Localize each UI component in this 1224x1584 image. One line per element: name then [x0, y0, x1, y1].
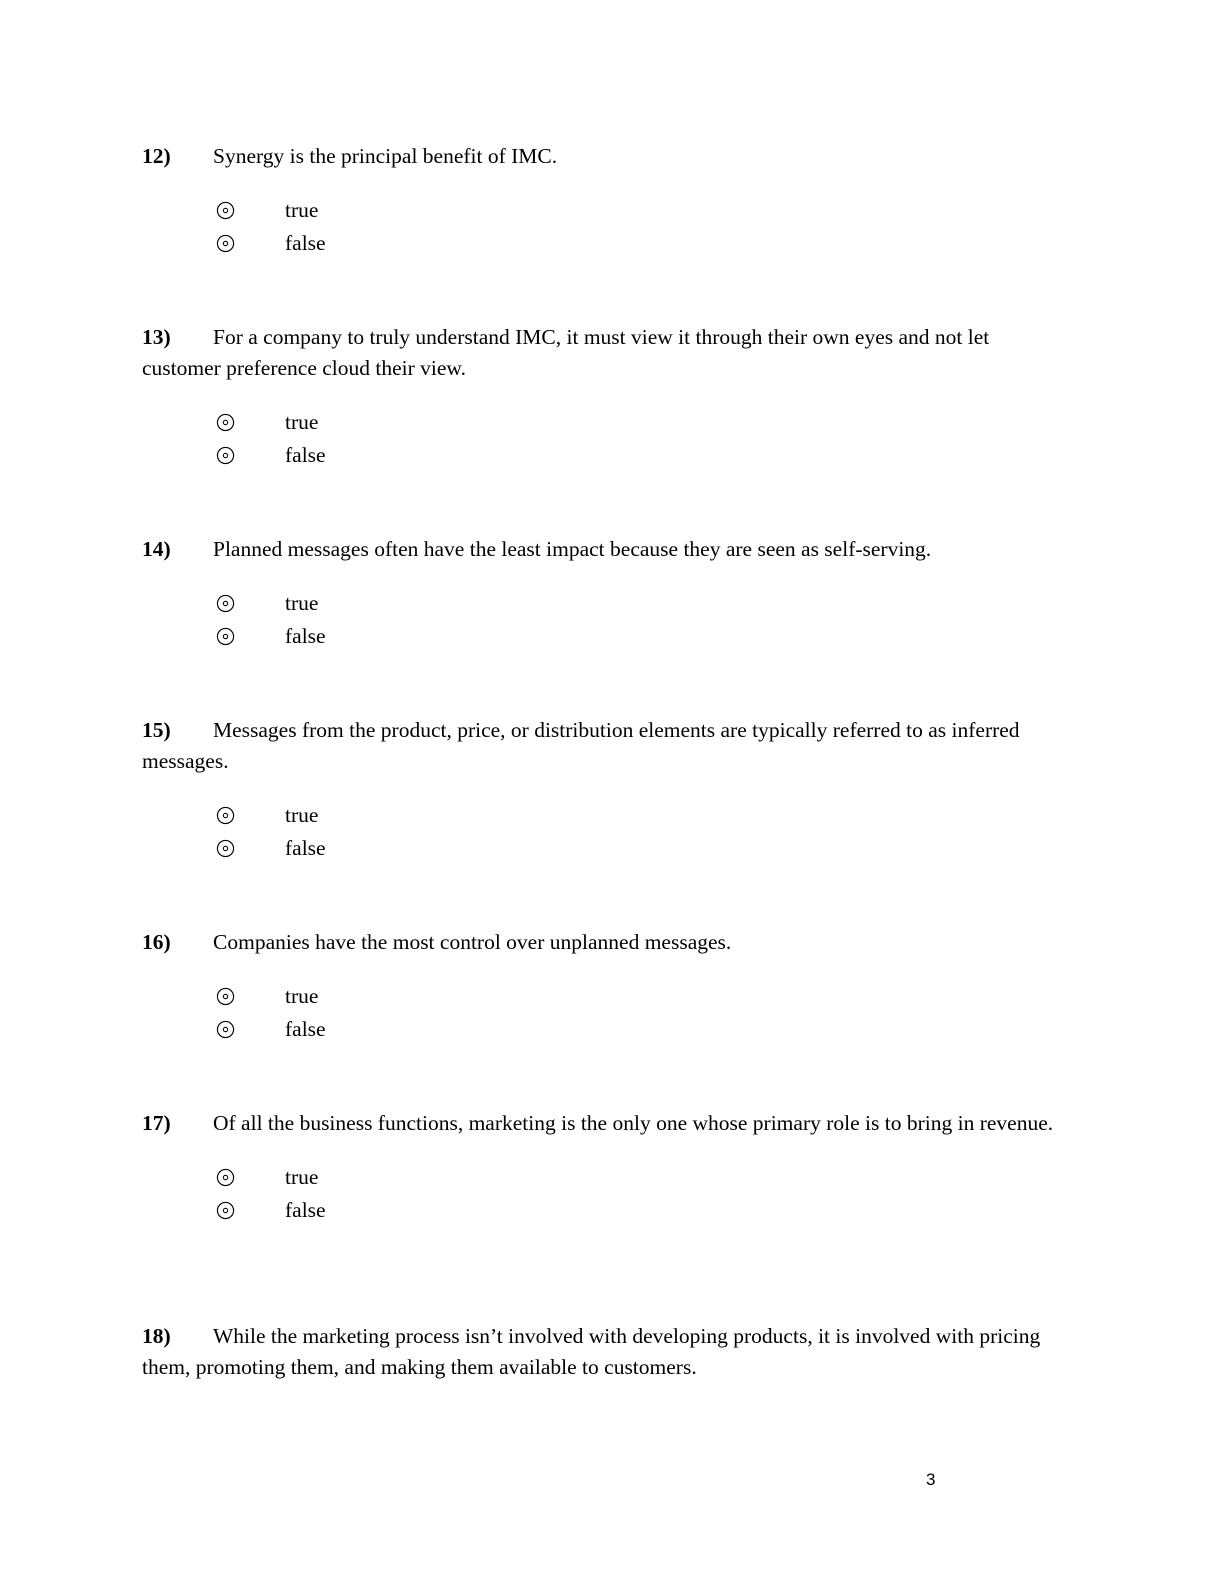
question-15: [142, 715, 1062, 865]
question-prompt: Companies have the most control over unplanned messages.: [213, 930, 732, 954]
option-false[interactable]: [216, 620, 1062, 653]
option-label: true: [285, 803, 319, 827]
question-text: [142, 1108, 1062, 1139]
question-number: 12): [142, 144, 171, 168]
option-label: true: [285, 410, 319, 434]
question-number: 15): [142, 718, 171, 742]
answer-options: [216, 587, 1062, 653]
radio-button-icon[interactable]: [216, 594, 235, 613]
question-number: 13): [142, 325, 171, 349]
question-17: [142, 1108, 1062, 1227]
radio-button-icon[interactable]: [216, 1020, 235, 1039]
radio-button-icon[interactable]: [216, 839, 235, 858]
option-true[interactable]: [216, 587, 1062, 620]
option-false[interactable]: [216, 1194, 1062, 1227]
option-true[interactable]: [216, 980, 1062, 1013]
option-label: false: [285, 231, 326, 255]
option-label: false: [285, 836, 326, 860]
question-18: [142, 1321, 1062, 1383]
question-prompt: Synergy is the principal benefit of IMC.: [213, 144, 558, 168]
question-number: 16): [142, 930, 171, 954]
question-text: [142, 322, 1062, 384]
question-prompt: While the marketing process isn’t involved with developing products, it is involved with pricing them, promoting them, and making them available to customers.: [142, 1324, 1041, 1379]
question-text: [142, 534, 1062, 565]
answer-options: [216, 194, 1062, 260]
question-number: 18): [142, 1324, 171, 1348]
radio-button-icon[interactable]: [216, 806, 235, 825]
option-false[interactable]: [216, 227, 1062, 260]
question-number: 17): [142, 1111, 171, 1135]
option-true[interactable]: [216, 799, 1062, 832]
answer-options: [216, 799, 1062, 865]
question-text: [142, 715, 1062, 777]
option-label: true: [285, 984, 319, 1008]
question-14: [142, 534, 1062, 653]
page-number: 3: [926, 1470, 936, 1489]
option-label: false: [285, 443, 326, 467]
radio-button-icon[interactable]: [216, 446, 235, 465]
option-label: true: [285, 198, 319, 222]
question-prompt: For a company to truly understand IMC, it must view it through their own eyes and not let customer preference cloud their view.: [142, 325, 990, 380]
option-true[interactable]: [216, 194, 1062, 227]
question-12: [142, 141, 1062, 260]
radio-button-icon[interactable]: [216, 413, 235, 432]
option-label: true: [285, 591, 319, 615]
question-text: [142, 1321, 1062, 1383]
radio-button-icon[interactable]: [216, 627, 235, 646]
option-false[interactable]: [216, 1013, 1062, 1046]
radio-button-icon[interactable]: [216, 234, 235, 253]
option-label: false: [285, 624, 326, 648]
radio-button-icon[interactable]: [216, 1168, 235, 1187]
question-number: 14): [142, 537, 171, 561]
option-label: true: [285, 1165, 319, 1189]
question-text: [142, 927, 1062, 958]
question-16: [142, 927, 1062, 1046]
radio-button-icon[interactable]: [216, 987, 235, 1006]
answer-options: [216, 980, 1062, 1046]
option-label: false: [285, 1017, 326, 1041]
option-false[interactable]: [216, 832, 1062, 865]
answer-options: [216, 406, 1062, 472]
option-label: false: [285, 1198, 326, 1222]
question-13: [142, 322, 1062, 472]
option-true[interactable]: [216, 406, 1062, 439]
option-false[interactable]: [216, 439, 1062, 472]
question-prompt: Messages from the product, price, or distribution elements are typically referred to as inferred messages.: [142, 718, 1020, 773]
question-text: [142, 141, 1062, 172]
question-prompt: Planned messages often have the least impact because they are seen as self-serving.: [213, 537, 932, 561]
radio-button-icon[interactable]: [216, 201, 235, 220]
radio-button-icon[interactable]: [216, 1201, 235, 1220]
question-prompt: Of all the business functions, marketing is the only one whose primary role is to bring in revenue.: [213, 1111, 1054, 1135]
answer-options: [216, 1161, 1062, 1227]
option-true[interactable]: [216, 1161, 1062, 1194]
